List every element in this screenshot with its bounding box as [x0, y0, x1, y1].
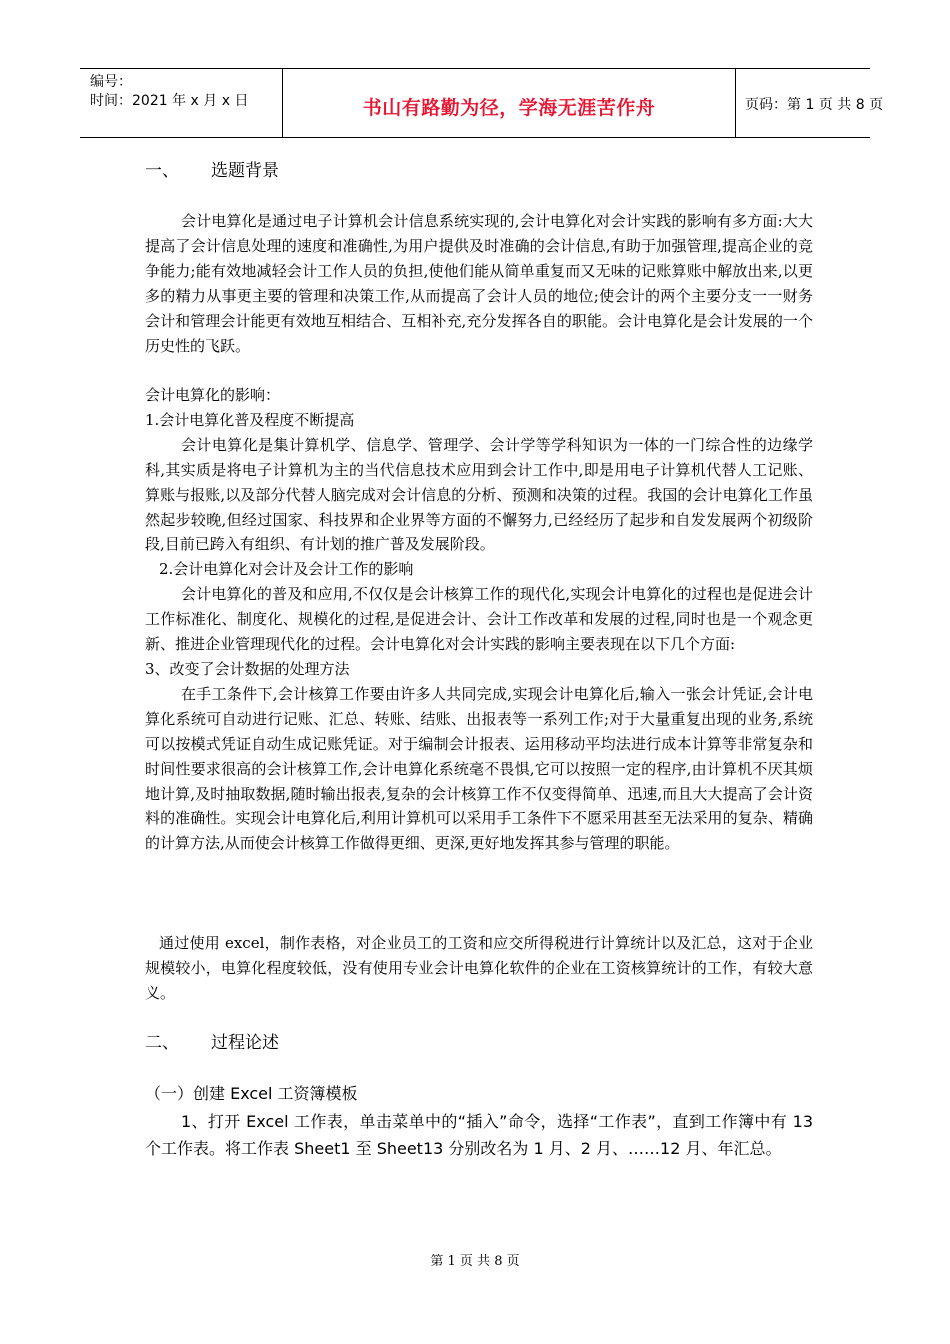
influence-title: 会计电算化的影响： [145, 386, 281, 404]
section1-number: 一、 [145, 161, 179, 181]
doc-time-label: 时间：2021 年 x 月 x 日 [90, 93, 249, 109]
item3-title: 3、改变了会计数据的处理方法 [145, 659, 350, 678]
subsection1-title: （一）创建 Excel 工资簿模板 [145, 1084, 358, 1103]
item1-title: 1.会计电算化普及程度不断提高 [145, 410, 355, 429]
section2-heading [145, 1032, 813, 1054]
header-page-cell [735, 69, 884, 137]
item2-title: 2.会计电算化对会计及会计工作的影响 [159, 560, 414, 579]
page-footer: 第 1 页 共 8 页 [430, 1254, 520, 1269]
section2-body [145, 1080, 813, 1163]
motto-text: 书山有路勤为径，学海无涯苦作舟 [362, 97, 656, 119]
intro-paragraph: 会计电算化是通过电子计算机会计信息系统实现的,会计电算化对会计实践的影响有多方面:大大提高了会计信息处理的速度和准确性,为用户提供及时准确的会计信息,有助于加强管理,提高企业的竞争能力;能有效地减轻会计工作人员的负担,使他们能从简单重复而又无味的记账算账中解放出来,以更多的精力从事更主要的管理和决策工作,从而提高了会计人员的地位;使会计的两个主要分支一一财务会计和管理会计能更有效地互相结合、互相补充,充分发挥各自的职能。会计电算化是会计发展的一个历史性的飞跃。 [145, 212, 813, 355]
section2-title: 过程论述 [211, 1033, 279, 1053]
header-motto-cell [282, 69, 736, 137]
section2-number: 二、 [145, 1033, 179, 1053]
excel-paragraph: 通过使用 excel，制作表格，对企业员工的工资和应交所得税进行计算统计以及汇总，这对于企业规模较小，电算化程度较低，没有使用专业会计电算化软件的企业在工资核算统计的工作，有较大意义。 [145, 934, 813, 1002]
doc-number-label: 编号： [90, 74, 132, 90]
influence-block [145, 383, 813, 856]
item2-body: 会计电算化的普及和应用,不仅仅是会计核算工作的现代化,实现会计电算化的过程也是促进会计工作标准化、制度化、规模化的过程,是促进会计、会计工作改革和发展的过程,同时也是一个观念更新、推进企业管理现代化的过程。会计电算化对会计实践的影响主要表现在以下几个方面: [145, 585, 813, 654]
step1-paragraph: 1、打开 Excel 工作表，单击菜单中的“插入”命令，选择“工作表”，直到工作簿中有 13 个工作表。将工作表 Sheet1 至 Sheet13 分别改名为 1 月、2 月、……12 月、年汇总。 [145, 1111, 813, 1158]
document-header [80, 68, 884, 138]
header-meta-cell [80, 69, 282, 137]
section1-heading [145, 160, 813, 182]
item1-body: 会计电算化是集计算机学、信息学、管理学、会计学等学科知识为一体的一门综合性的边缘学科,其实质是将电子计算机为主的当代信息技术应用到会计工作中,即是用电子计算机代替人工记账、算账与报账,以及部分代替人脑完成对会计信息的分析、预测和决策的过程。我国的会计电算化工作虽然起步较晚,但经过国家、科技界和企业界等方面的不懈努力,已经经历了起步和自发发展两个初级阶段,目前已跨入有组织、有计划的推广普及发展阶段。 [145, 435, 813, 554]
section1-title: 选题背景 [211, 161, 279, 181]
header-page-info: 页码：第 1 页 共 8 页 [745, 97, 884, 113]
item3-body: 在手工条件下,会计核算工作要由许多人共同完成,实现会计电算化后,输入一张会计凭证,会计电算化系统可自动进行记账、汇总、转账、结账、出报表等一系列工作;对于大量重复出现的业务,系统可以按模式凭证自动生成记账凭证。对于编制会计报表、运用移动平均法进行成本计算等非常复杂和时间性要求很高的会计核算工作,会计电算化系统毫不畏惧,它可以按照一定的程序,由计算机不厌其烦地计算,及时抽取数据,随时输出报表,复杂的会计核算工作不仅变得简单、迅速,而且大大提高了会计资料的准确性。实现会计电算化后,利用计算机可以采用手工条件下不愿采用甚至无法采用的复杂、精确的计算方法,从而使会计核算工作做得更细、更深,更好地发挥其参与管理的职能。 [145, 684, 813, 853]
